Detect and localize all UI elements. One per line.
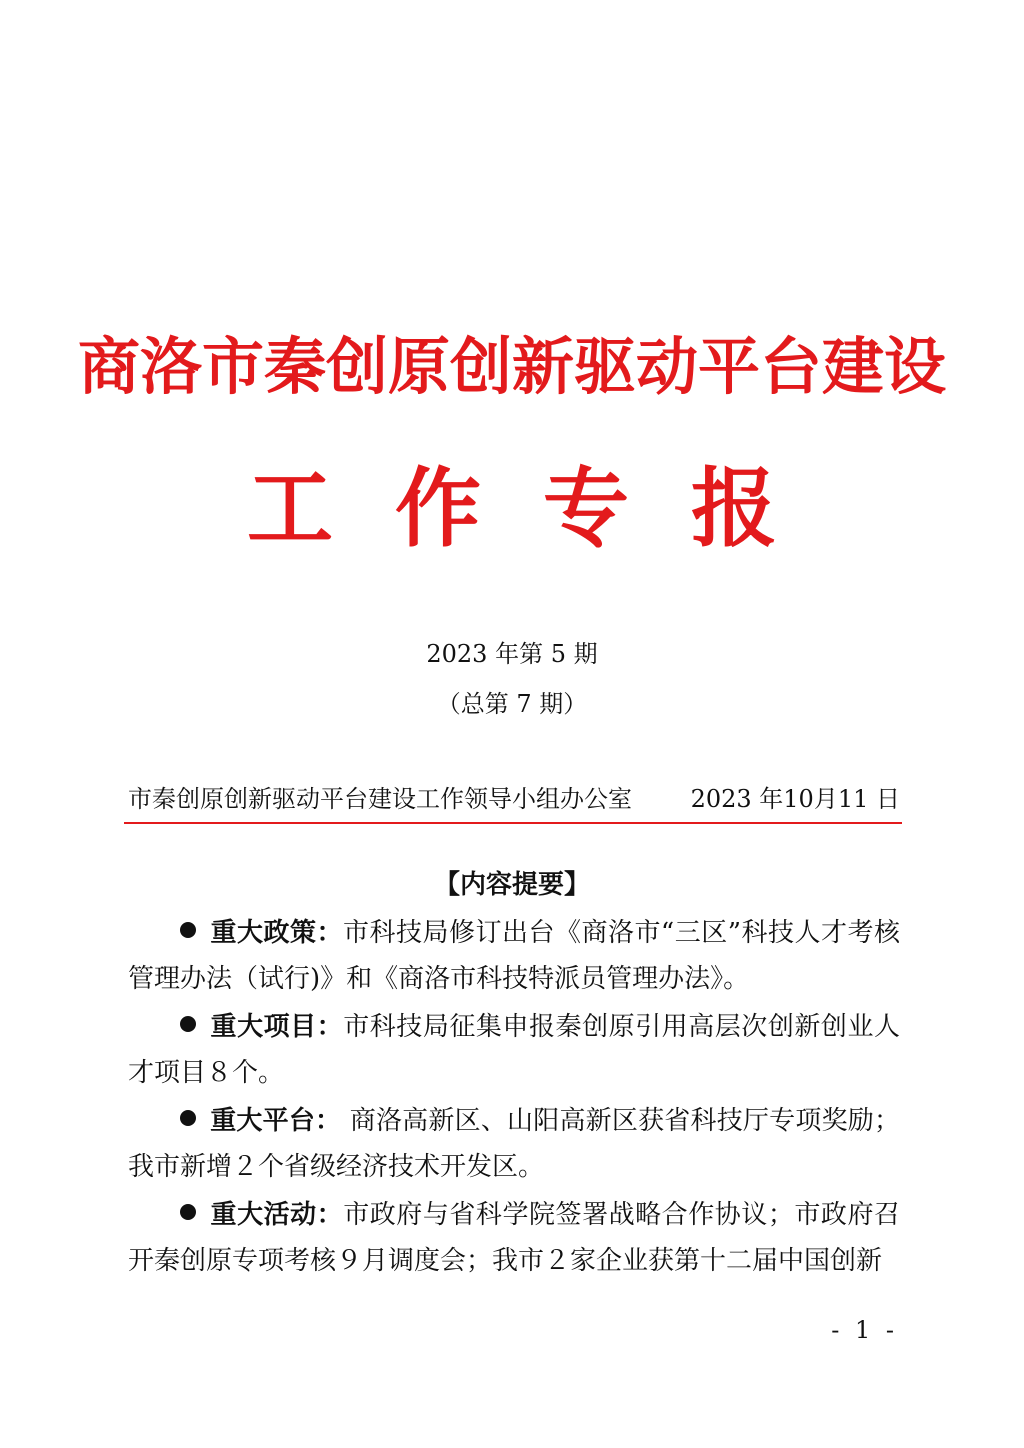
bullet-icon — [180, 1016, 196, 1032]
bullet-icon — [180, 922, 196, 938]
item-text: 市政府与省科学院签署战略合作协议；市政府召开秦创原专项考核９月调度会；我市２家企业获第十二届中国创新 — [128, 1200, 900, 1276]
item-label: 重大活动： — [210, 1200, 344, 1230]
item-label: 重大政策： — [210, 918, 343, 948]
bullet-icon — [180, 1110, 196, 1126]
issue-date: 2023 年10月11 日 — [690, 785, 900, 813]
masthead-title: 商洛市秦创原创新驱动平台建设 — [77, 330, 946, 403]
issuer-name: 市秦创原创新驱动平台建设工作领导小组办公室 — [128, 785, 632, 813]
issue-total: （总第 7 期） — [436, 690, 588, 718]
summary-heading: 【内容提要】 — [433, 870, 590, 900]
summary-item-activities — [128, 1192, 900, 1284]
item-text: 市科技局征集申报秦创原引用高层次创新创业人才项目８个。 — [128, 1012, 900, 1088]
summary-body — [128, 910, 900, 1286]
item-text: 市科技局修订出台《商洛市“三区”科技人才考核管理办法（试行)》和《商洛市科技特派员管理办法》。 — [128, 918, 900, 994]
summary-item-policy — [128, 910, 900, 1002]
summary-item-platforms — [128, 1098, 900, 1190]
bullet-icon — [180, 1204, 196, 1220]
red-divider — [124, 822, 902, 824]
masthead-subtitle: 工作专报 — [247, 459, 839, 559]
item-label: 重大平台： — [210, 1106, 342, 1136]
item-text: 商洛高新区、山阳高新区获省科技厅专项奖励；我市新增２个省级经济技术开发区。 — [128, 1106, 900, 1182]
page-number: - 1 - — [831, 1316, 898, 1344]
item-label: 重大项目： — [210, 1012, 344, 1042]
summary-item-projects — [128, 1004, 900, 1096]
issue-number: 2023 年第 5 期 — [426, 640, 598, 668]
